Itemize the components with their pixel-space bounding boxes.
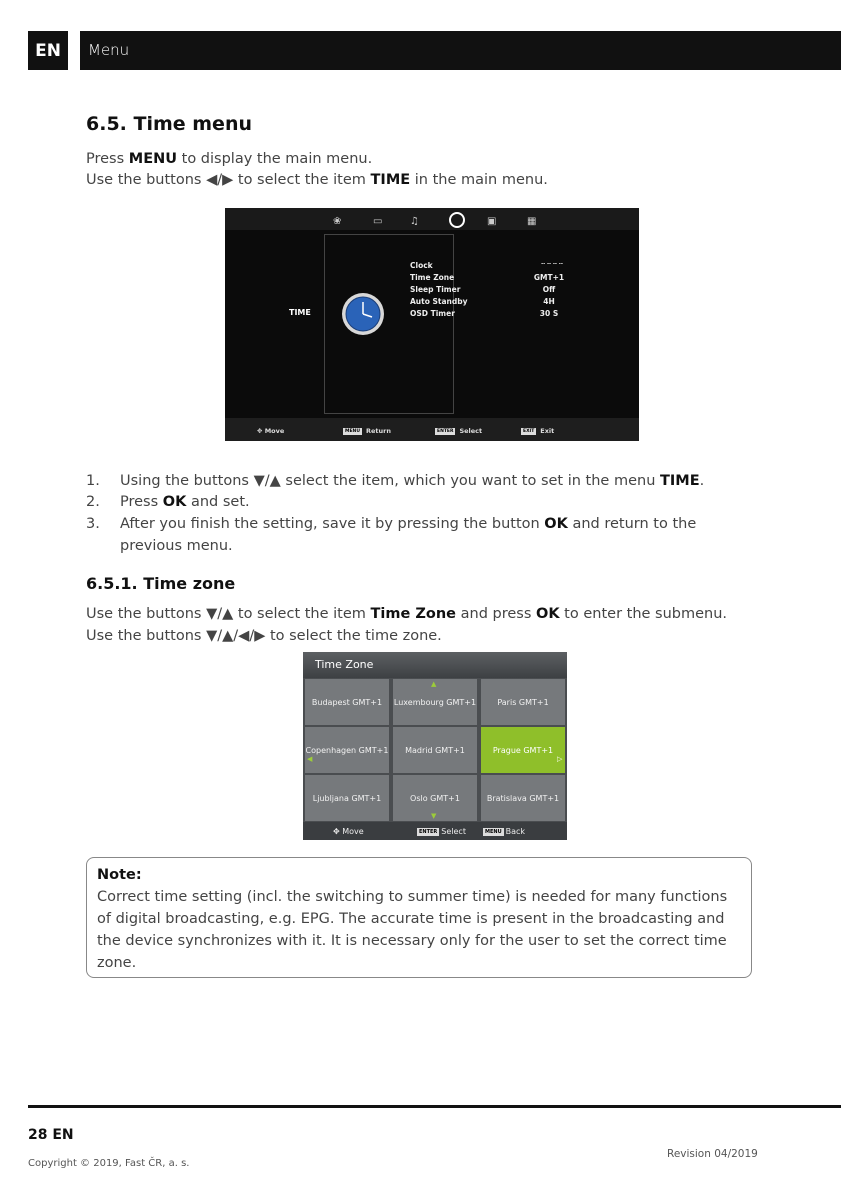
tv-item-label[interactable]: Auto Standby (410, 297, 468, 306)
time-tab-icon (449, 212, 465, 228)
note-line: Correct time setting (incl. the switching to summer time) is needed for many functions (97, 889, 728, 905)
section-title: 6.5. Time menu (86, 113, 252, 135)
step-text: After you finish the setting, save it by pressing the button OK and return to the (120, 516, 697, 532)
intro-line-1: Press MENU to display the main menu. (86, 151, 373, 167)
copyright: Copyright © 2019, Fast ČR, a. s. (28, 1158, 190, 1169)
tv-item-value: Off (542, 285, 556, 294)
note-title: Note: (97, 867, 142, 883)
tv-category-label: TIME (289, 308, 311, 317)
intro-line-2: Use the buttons ◀/▶ to select the item TIME in the main menu. (86, 172, 548, 188)
move-arrows-icon: ✥ (333, 827, 340, 836)
tz-cell[interactable]: Ljubljana GMT+1 (305, 775, 389, 821)
tz-footer-move: ✥ Move (333, 827, 364, 836)
music-note-icon: ♫ (410, 216, 419, 227)
tv-footer-return: MENU Return (345, 427, 391, 435)
tz-cell[interactable]: Copenhagen GMT+1 (305, 727, 389, 773)
grid-icon: ▦ (527, 216, 537, 227)
tz-cell[interactable]: Luxembourg GMT+1 (393, 679, 477, 725)
tv-footer-select: ENTER Select (437, 427, 483, 435)
step-number: 2. (86, 494, 100, 510)
tv-item-value: 30 S (539, 309, 559, 318)
arrow-right-icon: ▷ (557, 755, 563, 763)
step-text: Press OK and set. (120, 494, 250, 510)
note-line: zone. (97, 955, 137, 971)
tz-cell[interactable]: Oslo GMT+1 (393, 775, 477, 821)
tz-footer-back: MENU Back (485, 827, 526, 836)
move-arrows-icon: ✥ (257, 427, 263, 435)
note-line: the device synchronizes with it. It is necessary only for the user to set the correct time (97, 933, 727, 949)
arrow-up-icon: ▲ (431, 680, 437, 688)
tz-cell[interactable]: Paris GMT+1 (481, 679, 565, 725)
tv-menu-footer (225, 418, 639, 441)
tz-cell[interactable]: Madrid GMT+1 (393, 727, 477, 773)
arrow-left-icon: ◀ (307, 755, 313, 763)
step-text-continued: previous menu. (120, 538, 233, 554)
tv-item-label[interactable]: Clock (410, 261, 433, 270)
tv-menu-top-bar (225, 208, 639, 230)
tv-item-value: -- -- -- -- (541, 261, 563, 267)
subsection-line-1: Use the buttons ▼/▲ to select the item Time Zone and press OK to enter the submenu. (86, 606, 728, 622)
arrow-down-icon: ▼ (431, 812, 437, 820)
header-bar (80, 31, 841, 70)
step-number: 1. (86, 473, 100, 489)
tv-item-value: 4H (543, 297, 555, 306)
tv-item-label[interactable]: OSD Timer (410, 309, 455, 318)
screen-icon: ▭ (373, 216, 383, 227)
tz-footer-select: ENTER Select (419, 827, 466, 836)
time-menu-screenshot (225, 208, 639, 441)
clock-icon (341, 292, 385, 336)
tz-title: Time Zone (315, 658, 374, 671)
tz-cell[interactable]: Budapest GMT+1 (305, 679, 389, 725)
time-zone-screenshot (303, 652, 567, 840)
step-number: 3. (86, 516, 100, 532)
page-number: 28 EN (28, 1127, 74, 1143)
subsection-line-2: Use the buttons ▼/▲/◀/▶ to select the time zone. (86, 628, 442, 644)
tz-cell-selected[interactable]: Prague GMT+1 (481, 727, 565, 773)
tv-item-label[interactable]: Sleep Timer (410, 285, 461, 294)
header-title: Menu (88, 41, 130, 59)
tv-item-value: GMT+1 (533, 273, 565, 282)
subsection-title: 6.5.1. Time zone (86, 574, 236, 593)
tv-footer-exit: EXIT Exit (523, 427, 555, 435)
picture-settings-icon: ❀ (333, 216, 342, 227)
tv-footer-move: ✥ Move (257, 427, 285, 435)
tv-item-label[interactable]: Time Zone (410, 273, 455, 282)
step-text: Using the buttons ▼/▲ select the item, which you want to set in the menu TIME. (120, 473, 705, 489)
footer-rule (28, 1105, 841, 1108)
note-line: of digital broadcasting, e.g. EPG. The accurate time is present in the broadcasting and (97, 911, 725, 927)
tz-cell[interactable]: Bratislava GMT+1 (481, 775, 565, 821)
revision: Revision 04/2019 (667, 1148, 758, 1160)
lock-icon: ▣ (487, 216, 497, 227)
language-badge: EN (28, 31, 68, 70)
